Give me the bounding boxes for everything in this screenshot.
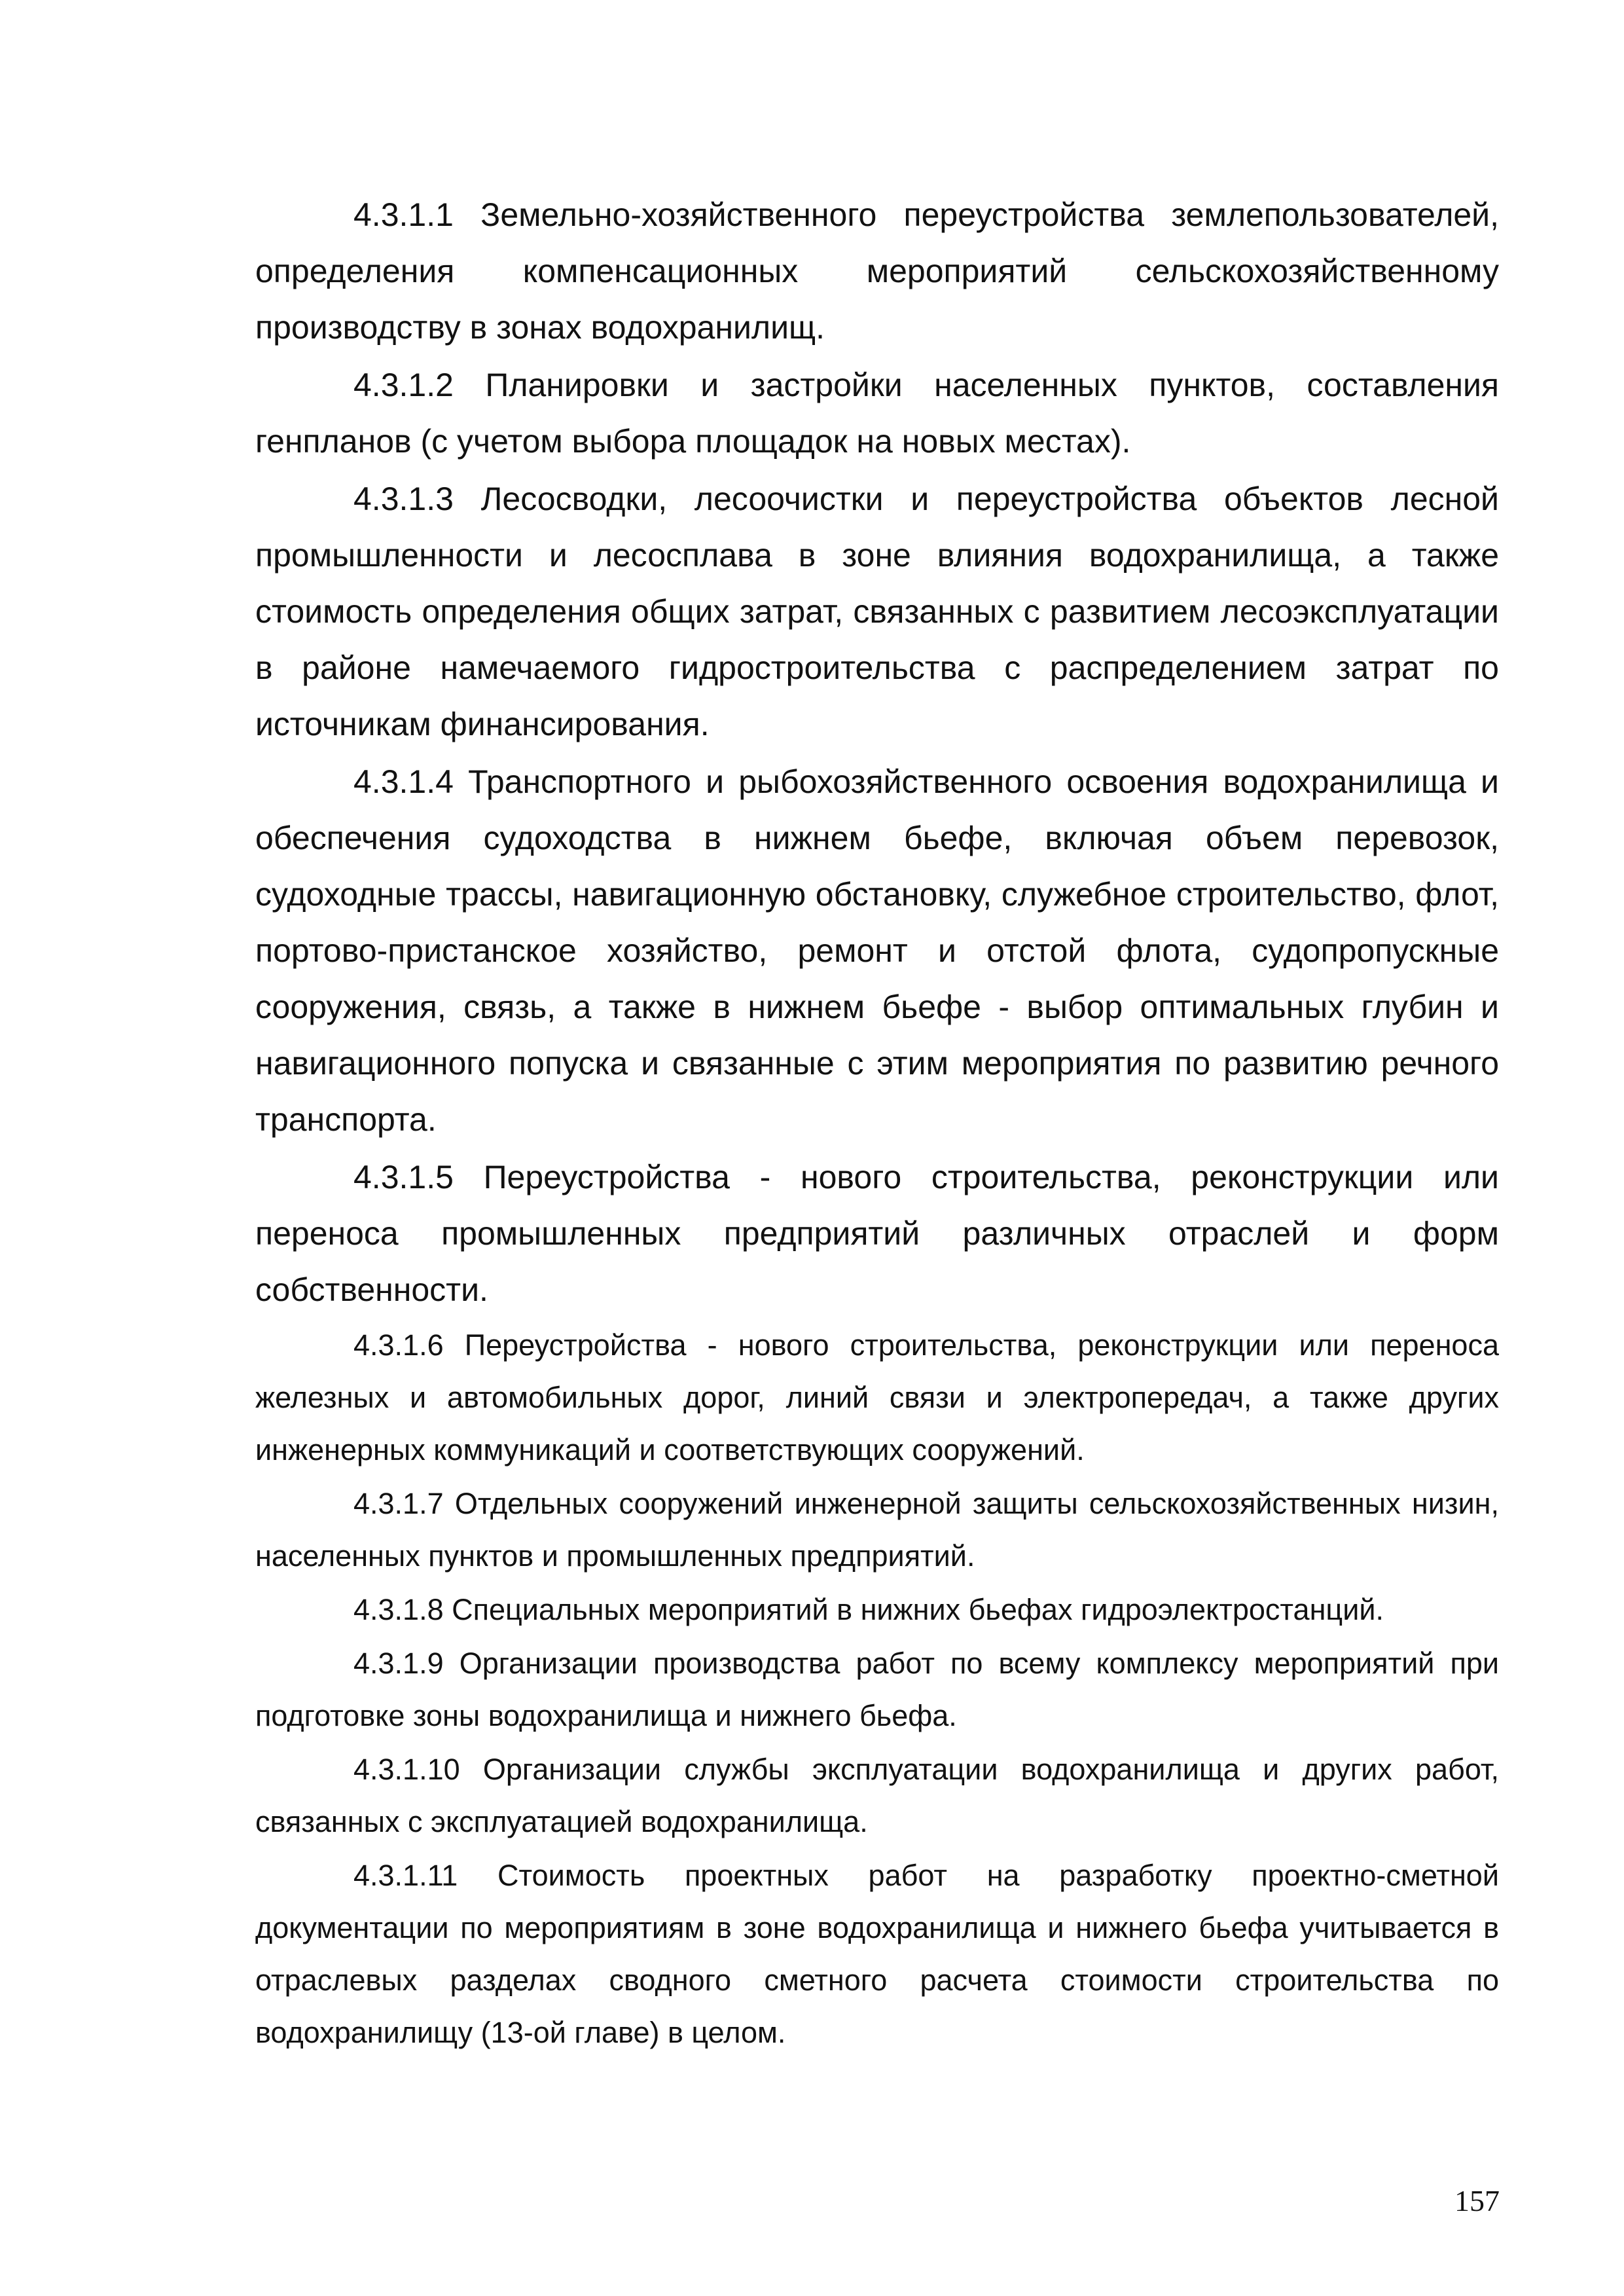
paragraph-number: 4.3.1.7 (353, 1487, 444, 1520)
paragraph-text: Отдельных сооружений инженерной защиты сельскохозяйственных низин, населенных пунктов и промышленных предприятий. (255, 1487, 1499, 1573)
paragraph-text: Транспортного и рыбохозяйственного освоения водохранилища и обеспечения судоходства в нижнем бьефе, включая объем перевозок, судоходные трассы, навигационную обстановку, служебное строительство, флот, портово-пристанское хозяйство, ремонт и отстой флота, судопропускные сооружения, связь, а также в нижнем бьефе - выбор оптимальных глубин и навигационного попуска и связанные с этим мероприятия по развитию речного транспорта. (255, 763, 1499, 1138)
paragraph-number: 4.3.1.2 (353, 367, 454, 403)
paragraph-4-3-1-9 (255, 1637, 1499, 1742)
paragraph-4-3-1-5 (255, 1149, 1499, 1318)
paragraph-4-3-1-6 (255, 1319, 1499, 1476)
paragraph-text: Организации производства работ по всему комплексу мероприятий при подготовке зоны водохранилища и нижнего бьефа. (255, 1647, 1499, 1732)
paragraph-number: 4.3.1.4 (353, 763, 454, 800)
paragraph-number: 4.3.1.5 (353, 1159, 454, 1195)
document-body (255, 187, 1499, 2060)
paragraph-number: 4.3.1.8 (353, 1593, 444, 1626)
paragraph-4-3-1-4 (255, 754, 1499, 1148)
paragraph-4-3-1-11 (255, 1850, 1499, 2059)
paragraph-text: Переустройства - нового строительства, реконструкции или переноса промышленных предприятий различных отраслей и форм собственности. (255, 1159, 1499, 1308)
paragraph-4-3-1-10 (255, 1743, 1499, 1848)
paragraph-4-3-1-7 (255, 1478, 1499, 1582)
paragraph-number: 4.3.1.11 (353, 1859, 458, 1892)
paragraph-4-3-1-1 (255, 187, 1499, 355)
paragraph-4-3-1-3 (255, 471, 1499, 752)
page-number: 157 (1454, 2184, 1500, 2217)
paragraph-text: Организации службы эксплуатации водохранилища и других работ, связанных с эксплуатацией водохранилища. (255, 1753, 1499, 1838)
paragraph-number: 4.3.1.3 (353, 481, 454, 517)
paragraph-4-3-1-8 (255, 1584, 1499, 1636)
paragraph-text: Переустройства - нового строительства, реконструкции или переноса железных и автомобильных дорог, линий связи и электропередач, а также других инженерных коммуникаций и соответствующих сооружений. (255, 1328, 1499, 1467)
paragraph-number: 4.3.1.9 (353, 1647, 444, 1680)
paragraph-text: Лесосводки, лесоочистки и переустройства объектов лесной промышленности и лесосплава в зоне влияния водохранилища, а также стоимость определения общих затрат, связанных с развитием лесоэксплуатации в районе намечаемого гидростроительства с распределением затрат по источникам финансирования. (255, 481, 1499, 742)
paragraph-number: 4.3.1.1 (353, 196, 454, 233)
paragraph-text: Земельно-хозяйственного переустройства землепользователей, определения компенсационных мероприятий сельскохозяйственному производству в зонах водохранилищ. (255, 196, 1499, 346)
paragraph-text: Планировки и застройки населенных пунктов, составления генпланов (с учетом выбора площадок на новых местах). (255, 367, 1499, 460)
paragraph-number: 4.3.1.6 (353, 1328, 444, 1362)
paragraph-text: Специальных мероприятий в нижних бьефах гидроэлектростанций. (452, 1593, 1384, 1626)
paragraph-4-3-1-2 (255, 357, 1499, 469)
paragraph-text: Стоимость проектных работ на разработку проектно-сметной документации по мероприятиям в зоне водохранилища и нижнего бьефа учитывается в отраслевых разделах сводного сметного расчета стоимости строительства по водохранилищу (13-ой главе) в целом. (255, 1859, 1499, 2049)
paragraph-number: 4.3.1.10 (353, 1753, 460, 1786)
